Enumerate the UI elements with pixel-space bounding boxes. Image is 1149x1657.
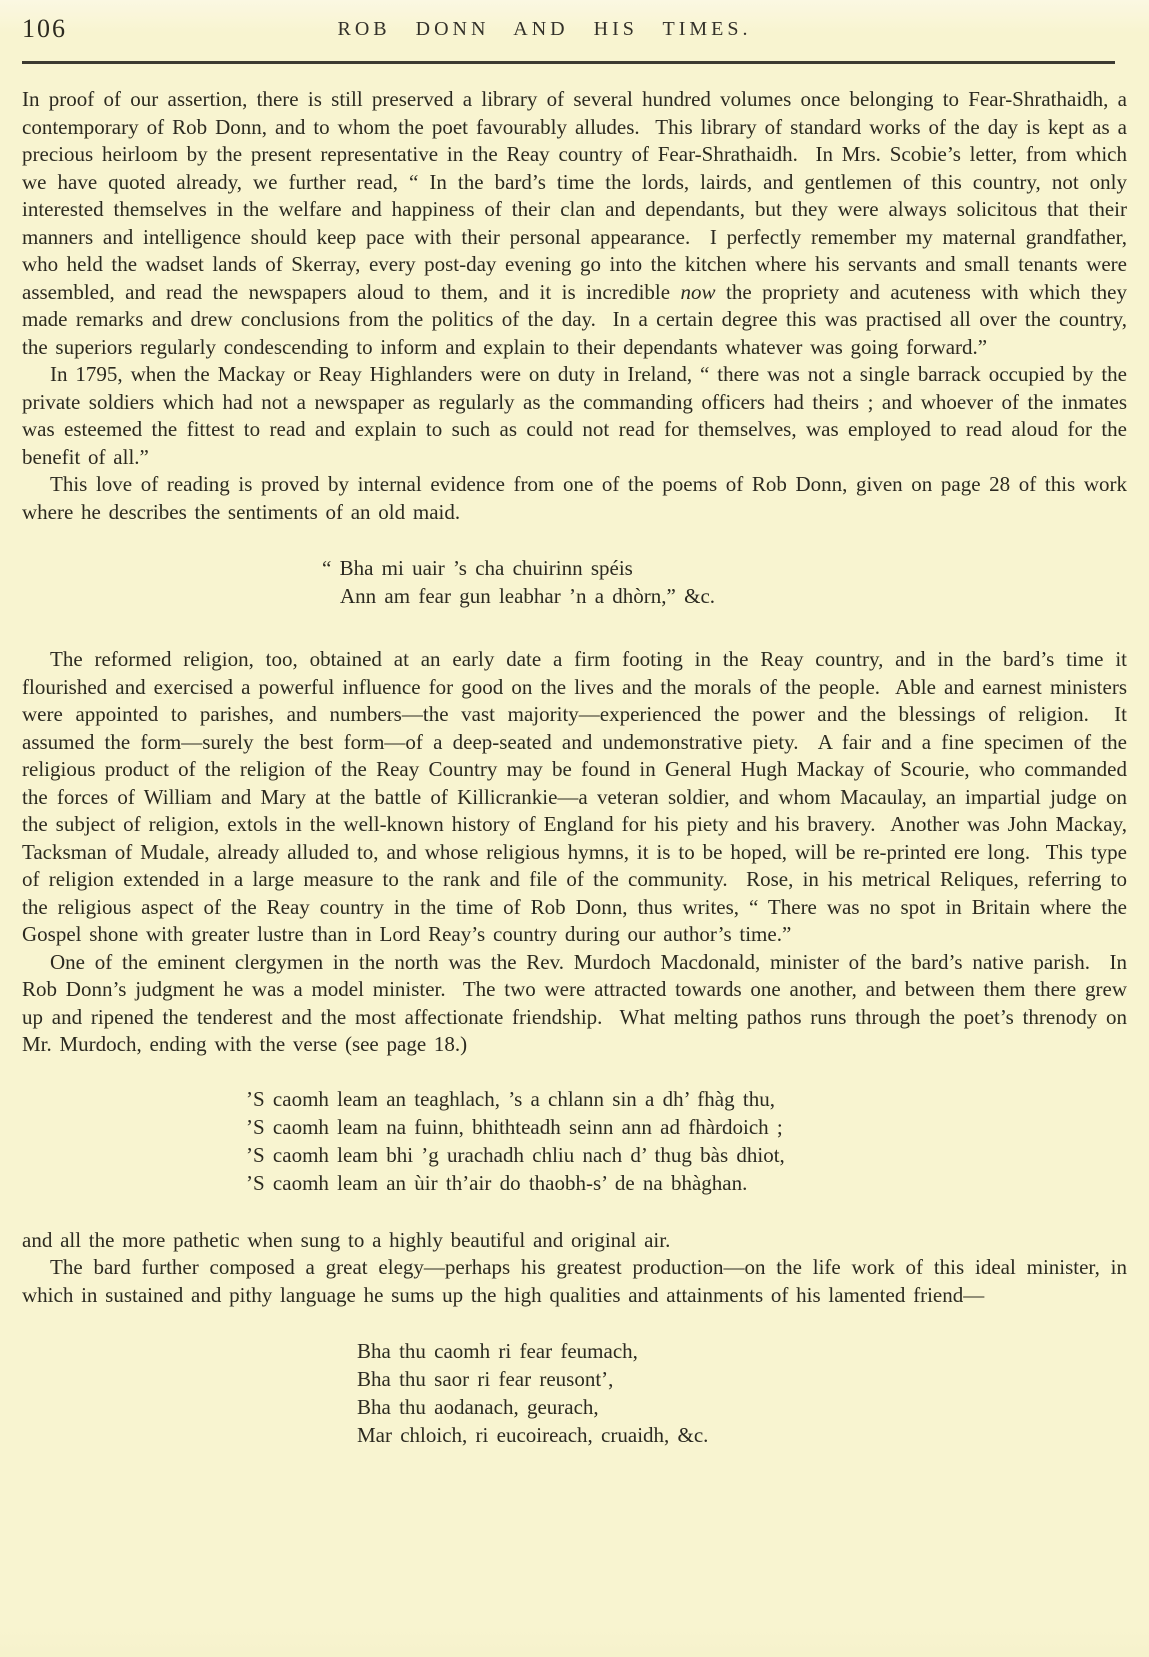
page-number: 106 [22,14,67,43]
running-title: ROB DONN AND HIS TIMES. [337,18,752,40]
paragraph-library-italic-word: now [680,279,716,304]
verse-quote-elegy [357,1337,1127,1449]
paragraph-library [22,86,1135,361]
page-content [22,86,1135,1449]
verse-line: Bha thu caomh ri fear feumach, [357,1339,638,1363]
verse-line: ’S caomh leam an teaghlach, ’s a chlann sin a dh’ fhàg thu, [246,1086,775,1111]
page-header [22,14,1127,48]
paragraph-love-of-reading: This love of reading is proved by internal evidence from one of the poems of Rob Donn, given on page 28 of this work where he describes the sentiments of an old maid. [22,472,1135,524]
paragraph-reformed-religion: The reformed religion, too, obtained at an early date a firm footing in the Reay country, and in the bard’s time it flourished and exercised a powerful influence for good on the lives and the morals of the people. Able and earnest ministers were appointed to parishes, and numbers—the vast majority—experienced the power and the blessings of religion. It assumed the form—surely the best form—of a deep-seated and undemonstrative piety. A fair and a fine specimen of the religious product of the religion of the Reay Country may be found in General Hugh Mackay of Scourie, who commanded the forces of William and Mary at the battle of Killicrankie—a veteran soldier, and whom Macaulay, an impartial judge on the subject of religion, extols in the well-known history of England for his piety and his bravery. Another was John Mackay, Tacksman of Mudale, already alluded to, and whose religious hymns, it is to be hoped, will be re-printed ere long. This type of religion extended in a large measure to the rank and file of the community. Rose, in his metrical Reliques, referring to the religious aspect of the Reay country in the time of Rob Donn, thus writes, “ There was no spot in Britain where the Gospel shone with greater lustre than in Lord Reay’s country during our author’s time.” [22,647,1135,946]
paragraph-library-text-cont: the propriety and acuteness with which they made remarks and drew conclusions from the politics of the day. In a certain degree this was practised all over the country, the superiors regularly condescending to inform and explain to their dependants whatever was going forward.” [22,279,1135,359]
verse-quote-old-maid [322,554,1127,610]
verse-line: Bha thu aodanach, geurach, [357,1395,599,1419]
verse-line: ’S caomh leam na fuinn, bhithteadh seinn ann ad fhàrdoich ; [246,1114,783,1139]
paragraph-great-elegy: The bard further composed a great elegy—perhaps his greatest production—on the life work of this ideal minister, in which in sustained and pithy language he sums up the high qualities and attainments of his lamented friend— [22,1255,1135,1307]
paragraph-pathetic-air: and all the more pathetic when sung to a highly beautiful and original air. [22,1227,671,1252]
verse-line: Bha thu saor ri fear reusont’, [357,1367,614,1391]
verse-line: “ Bha mi uair ’s cha chuirinn spéis [322,556,633,580]
verse-line: ’S caomh leam bhi ’g urachadh chliu nach d’ thug bàs dhiot, [246,1142,785,1167]
verse-line: Mar chloich, ri eucoireach, cruaidh, &c. [357,1423,709,1447]
verse-line: ’S caomh leam an ùir th’air do thaobh-s’ de na bhàghan. [246,1170,748,1195]
paragraph-highlanders: In 1795, when the Mackay or Reay Highlanders were on duty in Ireland, “ there was not a single barrack occupied by the private soldiers which had not a newspaper as regularly as the commanding officers had theirs ; and whoever of the inmates was esteemed the fittest to read and explain to such as could not read for themselves, was employed to read aloud for the benefit of all.” [22,362,1135,469]
paragraph-library-text: In proof of our assertion, there is still preserved a library of several hundred volumes once belonging to Fear-Shrathaidh, a contemporary of Rob Donn, and to whom the poet favourably alludes. This library of standard works of the day is kept as a precious heirloom by the present representative in the Reay country of Fear-Shrathaidh. In Mrs. Scobie’s letter, from which we have quoted already, we further read, “ In the bard’s time the lords, lairds, and gentlemen of this country, not only interested themselves in the welfare and happiness of their clan and dependants, but they were always solicitous that their manners and intelligence should keep pace with their personal appearance. I perfectly remember my maternal grandfather, who held the wadset lands of Skerray, every post-day evening go into the kitchen where his servants and small tenants were assembled, and read the newspapers aloud to them, and it is incredible [22,87,1135,304]
paragraph-murdoch-macdonald: One of the eminent clergymen in the north was the Rev. Murdoch Macdonald, minister of the bard’s native parish. In Rob Donn’s judgment he was a model minister. The two were attracted towards one another, and between them there grew up and ripened the tenderest and the most affectionate friendship. What melting pathos runs through the poet’s threnody on Mr. Murdoch, ending with the verse (see page 18.) [22,949,1135,1056]
verse-quote-threnody [246,1085,1127,1197]
header-rule [22,61,1115,64]
verse-line: Ann am fear gun leabhar ’n a dhòrn,” &c. [340,584,716,608]
